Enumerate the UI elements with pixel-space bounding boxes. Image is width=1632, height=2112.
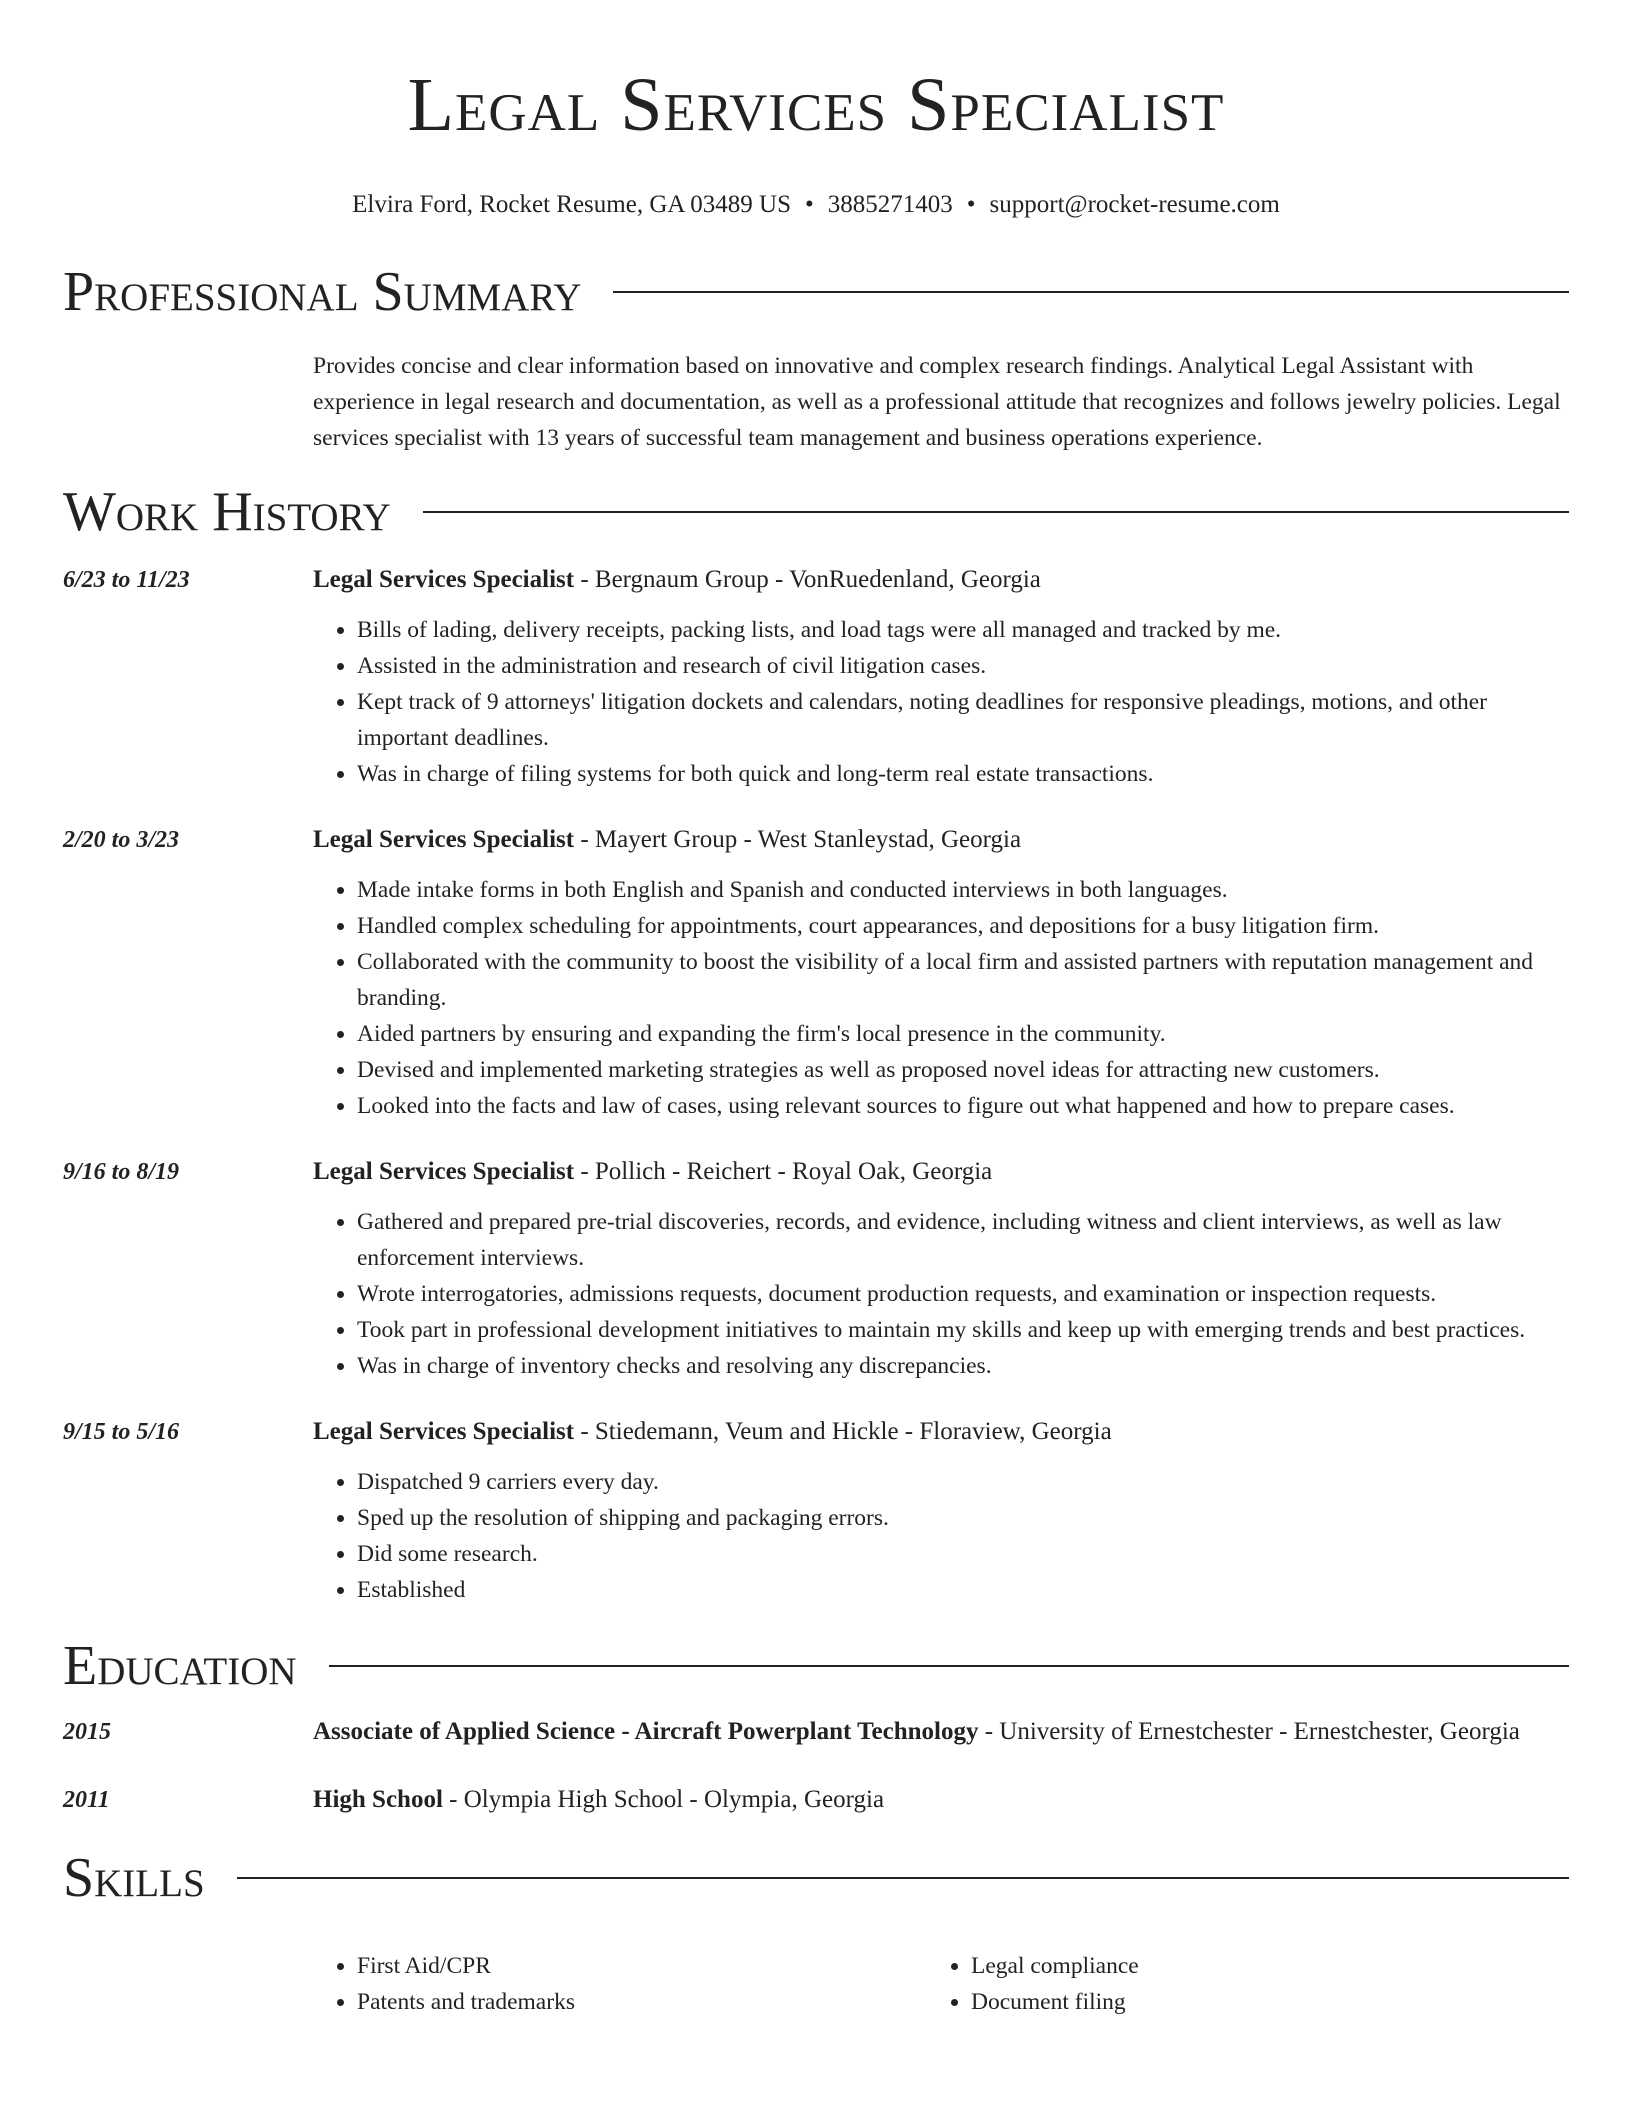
list-item: • Was in charge of inventory checks and resolving any discrepancies.	[357, 1348, 1569, 1384]
job-bullets	[313, 612, 1569, 792]
education-heading-label: Education	[63, 1635, 297, 1697]
list-item: • Looked into the facts and law of cases, using relevant sources to figure out what happened and how to prepare cases.	[357, 1088, 1569, 1124]
education-degree: Associate of Applied Science - Aircraft Powerplant Technology	[313, 1718, 979, 1745]
job-title: Legal Services Specialist	[313, 1418, 575, 1445]
list-item: • Was in charge of filing systems for both quick and long-term real estate transactions.	[357, 756, 1569, 792]
contact-email: support@rocket-resume.com	[989, 191, 1280, 218]
list-item: • Established	[357, 1572, 1569, 1608]
list-item: • First Aid/CPR	[357, 1948, 927, 1984]
contact-phone: 3885271403	[827, 191, 953, 218]
job-details: - Stiedemann, Veum and Hickle - Floraview, Georgia	[574, 1418, 1112, 1445]
list-item: • Sped up the resolution of shipping and packaging errors.	[357, 1500, 1569, 1536]
contact-separator: •	[966, 191, 976, 218]
job-details: - Mayert Group - West Stanleystad, Georgia	[574, 826, 1022, 853]
summary-text: Provides concise and clear information based on innovative and complex research findings. Analytical Legal Assistant with experience in legal research and documentation, as well as a professional attitude that recognizes and follows jewelry policies. Legal services specialist with 13 years of successful team management and business operations experience.	[313, 353, 1561, 451]
list-item: • Bills of lading, delivery receipts, packing lists, and load tags were all managed and tracked by me.	[357, 612, 1569, 648]
contact-separator: •	[805, 191, 814, 218]
education-year: 2011	[63, 1787, 110, 1813]
job-entry	[63, 560, 1569, 792]
job-entry	[63, 1412, 1569, 1608]
job-details: - Pollich - Reichert - Royal Oak, Georgia	[574, 1158, 993, 1185]
list-item: • Devised and implemented marketing strategies as well as proposed novel ideas for attracting new customers.	[357, 1052, 1569, 1088]
job-heading	[313, 820, 1569, 860]
job-dates: 6/23 to 11/23	[63, 567, 190, 593]
list-item: • Assisted in the administration and research of civil litigation cases.	[357, 648, 1569, 684]
job-title: Legal Services Specialist	[313, 826, 575, 853]
section-divider	[329, 1665, 1569, 1667]
job-bullets	[313, 1204, 1569, 1384]
list-item: • Handled complex scheduling for appointments, court appearances, and depositions for a busy litigation firm.	[357, 908, 1569, 944]
list-item: • Collaborated with the community to boost the visibility of a local firm and assisted partners with reputation management and branding.	[357, 944, 1569, 1016]
education-entry	[63, 1712, 1569, 1752]
list-item: • Patents and trademarks	[357, 1984, 927, 2020]
job-title: Legal Services Specialist	[313, 1158, 575, 1185]
list-item: • Document filing	[971, 1984, 1541, 2020]
job-title: Legal Services Specialist	[313, 566, 575, 593]
skills-heading-label: Skills	[63, 1847, 205, 1909]
list-item: • Dispatched 9 carriers every day.	[357, 1464, 1569, 1500]
job-dates: 9/16 to 8/19	[63, 1159, 180, 1185]
job-heading	[313, 1152, 1569, 1192]
job-entry	[63, 1152, 1569, 1384]
job-bullets	[313, 872, 1569, 1124]
skills-column-right	[927, 1948, 1541, 2020]
education-degree: High School	[313, 1786, 443, 1813]
list-item: • Kept track of 9 attorneys' litigation dockets and calendars, noting deadlines for responsive pleadings, motions, and other important deadlines.	[357, 684, 1569, 756]
contact-address: Elvira Ford, Rocket Resume, GA 03489 US	[352, 191, 792, 218]
section-divider	[423, 511, 1569, 513]
work-history-heading-label: Work History	[63, 481, 391, 543]
education-entry	[63, 1780, 1569, 1820]
job-entry	[63, 820, 1569, 1124]
education-details: - Olympia High School - Olympia, Georgia	[442, 1786, 885, 1813]
section-divider	[613, 291, 1569, 293]
section-divider	[237, 1877, 1569, 1879]
page-title: Legal Services Specialist	[407, 63, 1225, 147]
list-item: • Aided partners by ensuring and expanding the firm's local presence in the community.	[357, 1016, 1569, 1052]
job-dates: 2/20 to 3/23	[63, 827, 180, 853]
job-details: - Bergnaum Group - VonRuedenland, Georgia	[574, 566, 1041, 593]
summary-heading-label: Professional Summary	[63, 261, 582, 323]
summary-heading	[63, 260, 1569, 324]
contact-line	[63, 190, 1569, 220]
list-item: • Wrote interrogatories, admissions requests, document production requests, and examination or inspection requests.	[357, 1276, 1569, 1312]
skills-list	[313, 1948, 1569, 2020]
education-year: 2015	[63, 1719, 111, 1745]
skills-heading	[63, 1846, 1569, 1910]
education-details: - University of Ernestchester - Ernestchester, Georgia	[978, 1718, 1520, 1745]
job-heading	[313, 1412, 1569, 1452]
education-heading	[63, 1634, 1569, 1698]
education-heading-line	[313, 1712, 1569, 1752]
job-heading	[313, 560, 1569, 600]
list-item: • Legal compliance	[971, 1948, 1541, 1984]
list-item: • Made intake forms in both English and Spanish and conducted interviews in both languages.	[357, 872, 1569, 908]
job-bullets	[313, 1464, 1569, 1608]
list-item: • Did some research.	[357, 1536, 1569, 1572]
skills-column-left	[313, 1948, 927, 2020]
list-item: • Took part in professional development initiatives to maintain my skills and keep up with emerging trends and best practices.	[357, 1312, 1569, 1348]
list-item: • Gathered and prepared pre-trial discoveries, records, and evidence, including witness and client interviews, as well as law enforcement interviews.	[357, 1204, 1569, 1276]
education-heading-line	[313, 1780, 1569, 1820]
work-history-heading	[63, 480, 1569, 544]
job-dates: 9/15 to 5/16	[63, 1419, 180, 1445]
